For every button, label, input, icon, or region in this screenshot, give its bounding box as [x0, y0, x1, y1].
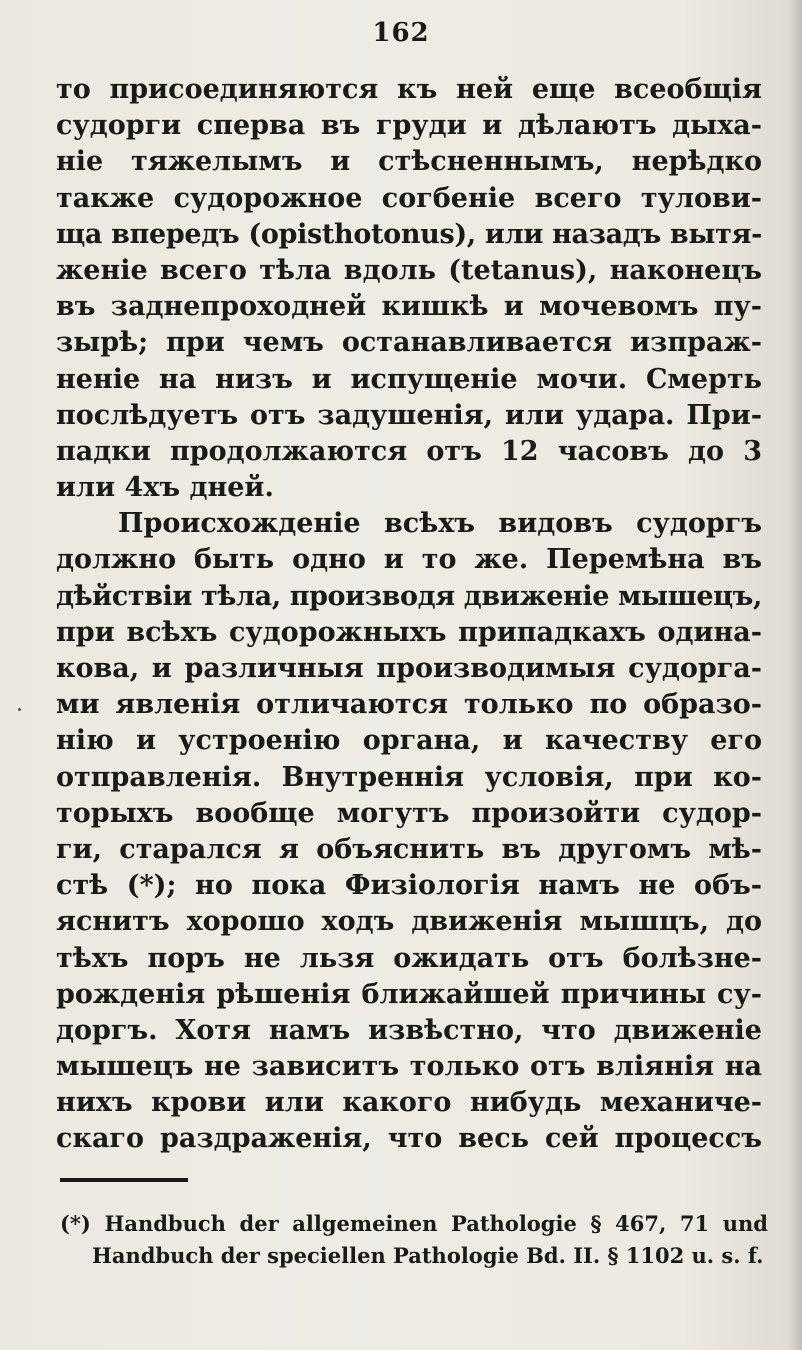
text-line: неніе на низъ и испущеніе мочи. Смерть — [56, 363, 762, 395]
text-line: отправленія. Внутреннія условія, при ко- — [56, 761, 762, 793]
text-line: доргъ. Хотя намъ извѣстно, что движеніе — [56, 1014, 762, 1046]
footnote — [60, 1208, 768, 1272]
text-line: также судорожное согбеніе всего тулови- — [56, 182, 762, 214]
text-line: стѣ (*); но пока Физіологія намъ не объ- — [56, 870, 762, 902]
page-number: 162 — [372, 18, 430, 48]
text-line: зырѣ; при чемъ останавливается изпраж- — [56, 327, 762, 359]
text-line: дѣйствіи тѣла, производя движеніе мышецъ, — [56, 580, 762, 612]
text-line: или 4хъ дней. — [56, 472, 274, 504]
text-line: ги, старался я объяснить въ другомъ мѣ- — [56, 833, 762, 865]
text-line: мышецъ не зависитъ только отъ вліянія на — [56, 1051, 762, 1083]
text-line: ми явленія отличаются только по образо- — [56, 689, 762, 721]
text-line: ніе тяжелымъ и стѣсненнымъ, нерѣдко — [56, 146, 762, 178]
footnote-line: Handbuch der speciellen Pathologie Bd. II. § 1102 u. s. f. — [92, 1243, 764, 1268]
text-line: при всѣхъ судорожныхъ припадкахъ одина- — [56, 616, 762, 648]
paper-speck — [18, 708, 21, 711]
text-line: скаго раздраженія, что весь сей процессъ — [56, 1123, 762, 1155]
text-line: нію и устроенію органа, и качеству его — [56, 725, 762, 757]
text-line: нихъ крови или какого нибудь механиче- — [56, 1087, 762, 1119]
text-line: рожденія рѣшенія ближайшей причины су- — [56, 978, 762, 1010]
text-line: то присоединяются къ ней еще всеобщія — [56, 74, 762, 105]
text-line: ща впередъ (opisthotonus), или назадъ вытя- — [56, 218, 762, 250]
text-line: кова, и различныя производимыя судорга- — [56, 653, 762, 684]
text-line: въ заднепроходней кишкѣ и мочевомъ пу- — [56, 291, 762, 323]
text-line: судорги сперва въ груди и дѣлаютъ дыха- — [56, 110, 762, 142]
text-line: должно быть одно и то же. Перемѣна въ — [56, 544, 762, 576]
text-line: послѣдуетъ отъ задушенія, или удара. При- — [56, 399, 762, 431]
text-line: падки продолжаются отъ 12 часовъ до 3 — [56, 435, 762, 467]
footnote-line: (*) Handbuch der allgemeinen Pathologie § 467, 71 und — [60, 1211, 768, 1236]
footnote-rule — [60, 1178, 188, 1182]
text-line: Происхожденіе всѣхъ видовъ судоргъ — [118, 508, 762, 540]
text-line: тѣхъ поръ не льзя ожидать отъ болѣзне- — [56, 942, 762, 974]
page-edge-shadow — [788, 0, 802, 1350]
text-line: яснитъ хорошо ходъ движенія мышцъ, до — [56, 906, 762, 938]
body-text — [56, 72, 762, 1158]
text-line: торыхъ вообще могутъ произойти судор- — [56, 797, 762, 829]
text-line: женіе всего тѣла вдоль (tetanus), наконецъ — [56, 254, 762, 286]
